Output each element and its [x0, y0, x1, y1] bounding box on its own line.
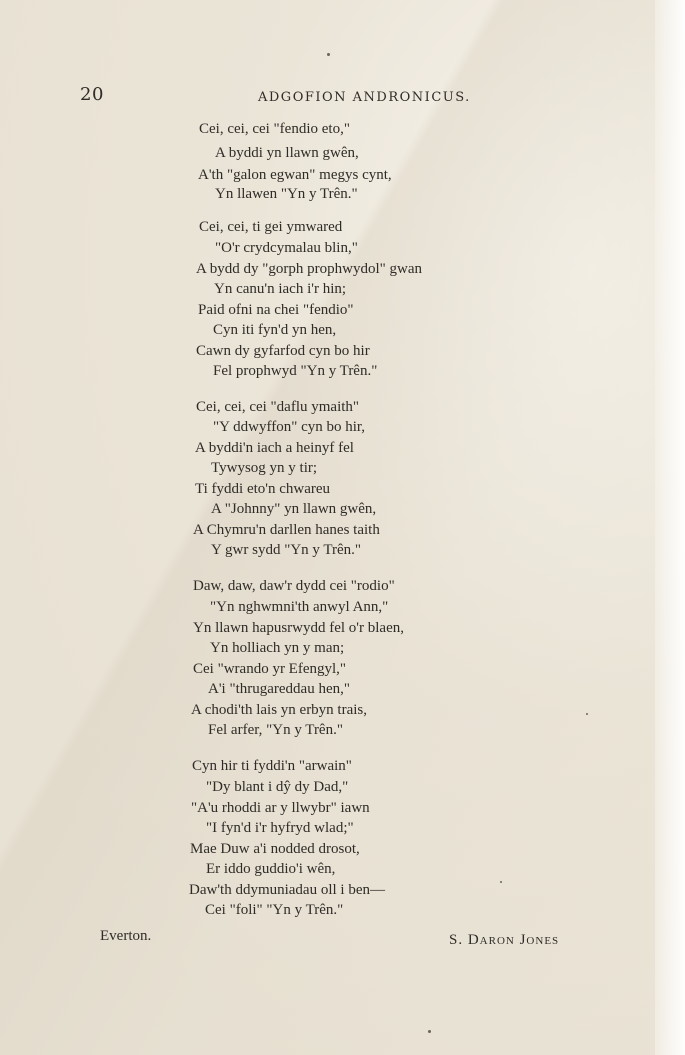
poem-line: Cei "foli" "Yn y Trên."	[205, 902, 344, 918]
page-edge	[655, 0, 685, 1055]
poem-line: "Dy blant i dŷ dy Dad,"	[206, 779, 349, 795]
poem-line: Tywysog yn y tir;	[211, 460, 318, 476]
poem-line: A "Johnny" yn llawn gwên,	[211, 501, 377, 517]
poem-line: Cei "wrando yr Efengyl,"	[193, 661, 347, 677]
poem-line: "I fyn'd i'r hyfryd wlad;"	[206, 820, 354, 836]
poem-line: Cawn dy gyfarfod cyn bo hir	[196, 343, 370, 359]
poem-line: Fel prophwyd "Yn y Trên."	[213, 363, 378, 379]
poem-line: A byddi yn llawn gwên,	[215, 145, 359, 161]
poem-line: "Yn nghwmni'th anwyl Ann,"	[210, 599, 389, 615]
poem-line: Fel arfer, "Yn y Trên."	[208, 722, 343, 738]
poem-line: Cei, cei, cei "fendio eto,"	[199, 121, 350, 137]
poem-line: Ti fyddi eto'n chwareu	[195, 481, 331, 497]
poem-line: Mae Duw a'i nodded drosot,	[190, 841, 360, 857]
poem-line: Daw, daw, daw'r dydd cei "rodio"	[193, 578, 395, 594]
poem-line: A'th "galon egwan" megys cynt,	[198, 167, 392, 183]
poem-line: A Chymru'n darllen hanes taith	[193, 522, 380, 538]
poem-line: Y gwr sydd "Yn y Trên."	[211, 542, 362, 558]
signature-author: S. Daron Jones	[449, 932, 560, 948]
paper-speck	[586, 713, 588, 715]
poem-line: Daw'th ddymuniadau oll i ben—	[189, 882, 386, 898]
signature-place: Everton.	[100, 928, 152, 944]
poem-line: Cei, cei, ti gei ymwared	[199, 219, 343, 235]
poem-line: A byddi'n iach a heinyf fel	[195, 440, 354, 456]
paper-speck	[500, 881, 502, 883]
running-title: ADGOFION ANDRONICUS.	[258, 90, 471, 105]
poem-line: Yn canu'n iach i'r hin;	[214, 281, 347, 297]
paper-speck	[428, 1030, 431, 1033]
poem-line: Yn holliach yn y man;	[210, 640, 345, 656]
poem-line: Yn llawn hapusrwydd fel o'r blaen,	[193, 620, 404, 636]
page-number: 20	[80, 84, 104, 105]
poem-line: "O'r crydcymalau blin,"	[215, 240, 358, 256]
poem-line: Yn llawen "Yn y Trên."	[215, 186, 358, 202]
poem-line: "Y ddwyffon" cyn bo hir,	[213, 419, 366, 435]
poem-line: Cyn hir ti fyddi'n "arwain"	[192, 758, 352, 774]
poem-line: Paid ofni na chei "fendio"	[198, 302, 354, 318]
poem-line: A'i "thrugareddau hen,"	[208, 681, 350, 697]
paper-speck	[327, 53, 330, 56]
poem-line: Er iddo guddio'i wên,	[206, 861, 336, 877]
poem-line: A bydd dy "gorph prophwydol" gwan	[196, 261, 422, 277]
poem-line: Cei, cei, cei "daflu ymaith"	[196, 399, 360, 415]
poem-line: "A'u rhoddi ar y llwybr" iawn	[191, 800, 370, 816]
poem-line: Cyn iti fyn'd yn hen,	[213, 322, 337, 338]
poem-line: A chodi'th lais yn erbyn trais,	[191, 702, 368, 718]
